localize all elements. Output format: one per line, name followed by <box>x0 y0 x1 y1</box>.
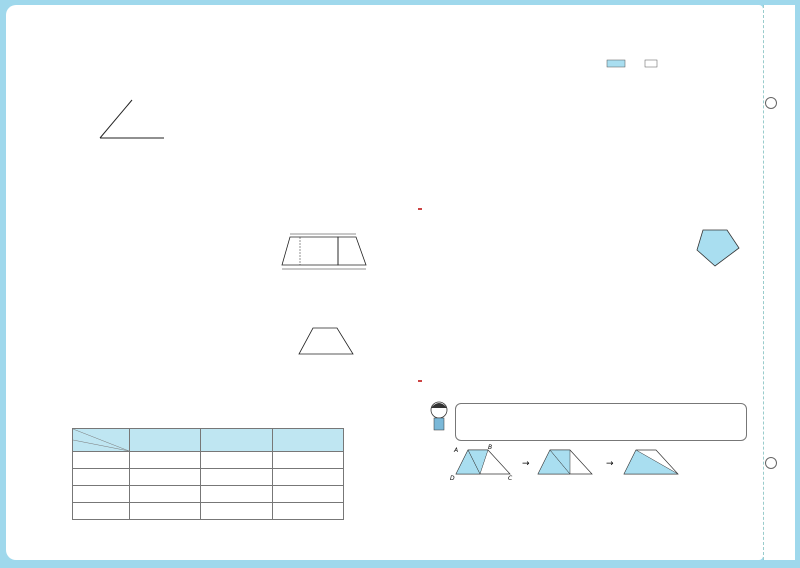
student-avatar-icon <box>424 398 454 440</box>
table-row <box>73 503 344 520</box>
svg-text:C: C <box>508 475 513 482</box>
table-corner-cell <box>73 429 130 452</box>
bar-chart[interactable] <box>455 58 675 164</box>
binding-hole-icon <box>765 457 777 469</box>
table-cell[interactable] <box>272 503 343 520</box>
binding-strip <box>763 5 795 560</box>
speech-bubble <box>455 403 747 441</box>
field-grid <box>685 220 751 272</box>
svg-text:A: A <box>454 447 459 454</box>
table-cell[interactable] <box>130 503 201 520</box>
table-cell[interactable] <box>201 469 272 486</box>
binding-hole-icon <box>765 97 777 109</box>
figure-2 <box>538 450 592 474</box>
table-cell[interactable] <box>130 486 201 503</box>
table-header <box>201 429 272 452</box>
shaded-field <box>697 230 739 266</box>
table-cell[interactable] <box>130 469 201 486</box>
source-tag <box>418 380 422 382</box>
table-cell[interactable] <box>201 503 272 520</box>
table-cell[interactable] <box>272 486 343 503</box>
svg-text:B: B <box>488 444 493 451</box>
table-header <box>130 429 201 452</box>
table-cell[interactable] <box>130 452 201 469</box>
table-row <box>73 469 344 486</box>
trapezoid-figures <box>450 440 710 492</box>
table-cell[interactable] <box>272 452 343 469</box>
source-tag <box>418 208 422 210</box>
legend-swatch-reading <box>645 60 657 67</box>
svg-text:→: → <box>522 459 530 469</box>
figure-3 <box>624 450 678 474</box>
svg-text:D: D <box>450 475 455 482</box>
table-cell[interactable] <box>201 486 272 503</box>
table-header <box>272 429 343 452</box>
figure-1 <box>450 444 513 482</box>
trapezoid-figure <box>295 318 365 358</box>
trapezoid-edge-ab <box>100 100 132 138</box>
garden-figure <box>270 225 380 277</box>
svg-text:→: → <box>606 459 614 469</box>
table-row <box>73 452 344 469</box>
statistics-table <box>72 428 344 520</box>
grid-paper[interactable] <box>85 78 311 158</box>
table-cell[interactable] <box>201 452 272 469</box>
table-cell[interactable] <box>272 469 343 486</box>
table-row <box>73 486 344 503</box>
legend-swatch-computer <box>607 60 625 67</box>
